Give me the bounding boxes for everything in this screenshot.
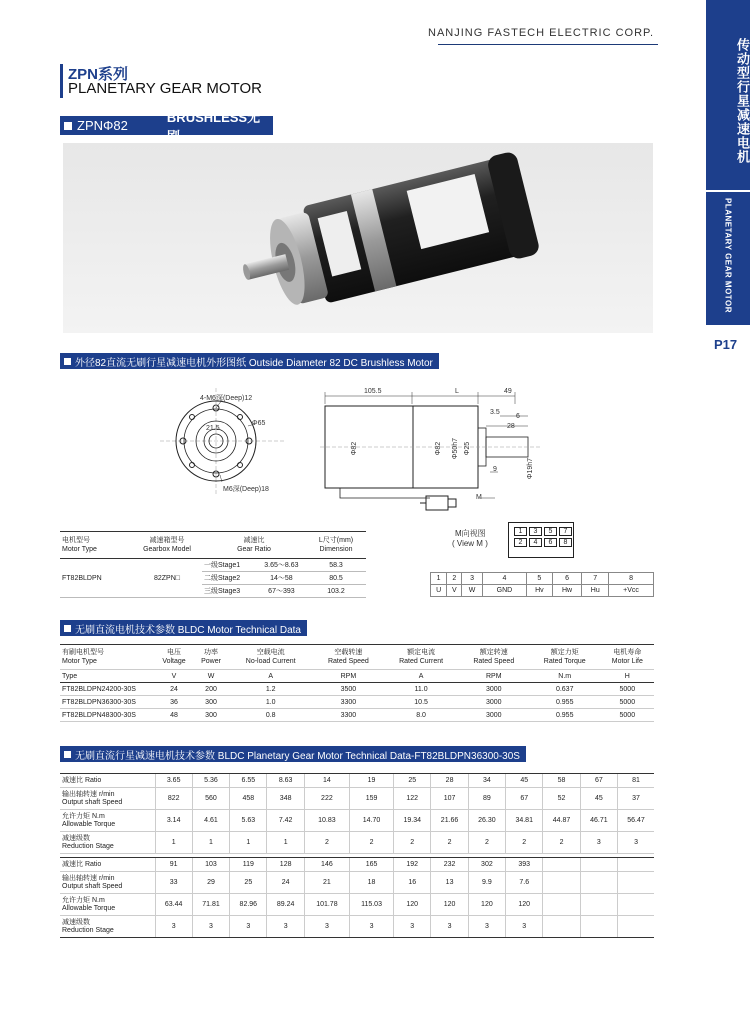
- th-cn: 功率: [204, 649, 219, 656]
- th-en: Rated Speed: [327, 658, 369, 665]
- table-cell: 8.0: [383, 709, 458, 722]
- table-cell: 26.30: [468, 810, 505, 832]
- pin-num: 1: [431, 573, 447, 585]
- table-cell: 0.955: [529, 709, 601, 722]
- table-cell: 348: [267, 788, 304, 810]
- table-cell: 58: [543, 774, 580, 788]
- sidebar-title-en: PLANETARY GEAR MOTOR: [723, 198, 733, 314]
- th-cn: 空载转速: [334, 649, 363, 656]
- table-cell: 91: [155, 858, 192, 872]
- table-cell: 3: [468, 916, 505, 938]
- table-cell: 560: [192, 788, 229, 810]
- table-cell: 21.66: [431, 810, 468, 832]
- row-label-cn: 减速级数: [62, 834, 90, 842]
- row-label-en: Reduction Stage: [62, 926, 114, 934]
- table-cell: 14: [304, 774, 349, 788]
- table-cell: 1: [267, 832, 304, 854]
- pin-num: 8: [609, 573, 654, 585]
- ratio-cell: 3.65～8.63: [257, 559, 306, 572]
- gear-data-row: [60, 894, 654, 916]
- table-cell: 67: [506, 788, 543, 810]
- row-label-cn: 减速级数: [62, 918, 90, 926]
- table-cell: 3: [506, 916, 543, 938]
- table-cell: [543, 858, 580, 872]
- gear-data-row: [60, 832, 654, 854]
- motor-row: [60, 709, 654, 722]
- table-cell: 103: [192, 858, 229, 872]
- model-name: ZPNΦ82: [77, 118, 128, 133]
- row-label-en: Reduction Stage: [62, 842, 114, 850]
- table-cell: [618, 858, 654, 872]
- title-accent: [60, 64, 63, 98]
- table-cell: [543, 872, 580, 894]
- table-cell: 3.14: [155, 810, 192, 832]
- pin-signal: Hv: [527, 585, 553, 597]
- pin-cell: 8: [559, 538, 572, 547]
- connector-drawing: [420, 490, 465, 520]
- table-cell: 48: [154, 709, 194, 722]
- table-cell: [543, 916, 580, 938]
- series-title-cn: ZPN系列: [68, 66, 129, 83]
- table-cell: 3: [230, 916, 267, 938]
- motor-type-cell: FT82BLDPN: [60, 559, 132, 598]
- square-icon: [64, 625, 71, 632]
- dim-28: 28: [507, 423, 515, 430]
- pin-num: 2: [447, 573, 462, 585]
- th-cn: 有刷电机型号: [62, 649, 104, 656]
- length-cell: 103.2: [306, 585, 366, 598]
- motor-rows: [60, 683, 654, 722]
- table-cell: [580, 894, 617, 916]
- table-cell: [580, 916, 617, 938]
- motor-type: BRUSHLESS无刷: [166, 109, 261, 144]
- table-cell: 2: [506, 832, 543, 854]
- table-cell: 33: [155, 872, 192, 894]
- table-cell: 1: [155, 832, 192, 854]
- table-cell: 3.65: [155, 774, 192, 788]
- table-cell: 0.8: [228, 709, 313, 722]
- table-cell: [580, 858, 617, 872]
- th-cn: L尺寸(mm): [318, 537, 354, 544]
- table-cell: 25: [394, 774, 431, 788]
- ratio-cell: 14～58: [257, 572, 306, 585]
- company-name: NANJING FASTECH ELECTRIC CORP.: [428, 27, 654, 39]
- gear-data-row: [60, 788, 654, 810]
- table-cell: 1: [192, 832, 229, 854]
- table-cell: 101.78: [304, 894, 349, 916]
- section-title: 无刷直流行星减速电机技术参数 BLDC Planetary Gear Motor Technical Data-FT82BLDPN36300-30S: [75, 750, 520, 762]
- table-cell: [580, 872, 617, 894]
- table-cell: 25: [230, 872, 267, 894]
- stage-cell: 三级Stage3: [202, 585, 257, 598]
- table-cell: 822: [155, 788, 192, 810]
- dim-phi50: Φ50h7: [452, 437, 460, 460]
- table-cell: 67: [580, 774, 617, 788]
- table-cell: 232: [431, 858, 468, 872]
- table-cell: 52: [543, 788, 580, 810]
- th-cn: 电机寿命: [613, 649, 642, 656]
- pin-signal: GND: [482, 585, 526, 597]
- row-label-cn: 输出轴转速 r/min: [62, 874, 115, 882]
- table-cell: 302: [468, 858, 505, 872]
- motor-row: [60, 683, 654, 696]
- square-icon: [64, 122, 72, 130]
- th-en: Motor Type: [62, 658, 97, 665]
- th-cn: 电压: [167, 649, 181, 656]
- row-label: [60, 774, 155, 788]
- dim-49: 49: [504, 388, 512, 395]
- pin-signal: Hu: [582, 585, 609, 597]
- pin-signal: W: [462, 585, 482, 597]
- table-cell: FT82BLDPN24200-30S: [60, 683, 154, 696]
- table-cell: 24: [267, 872, 304, 894]
- table-cell: 146: [304, 858, 349, 872]
- row-label: [60, 894, 155, 916]
- dim-105-5: 105.5: [364, 388, 382, 395]
- table-cell: 21: [304, 872, 349, 894]
- table-cell: 200: [194, 683, 228, 696]
- pin-cell: 4: [529, 538, 542, 547]
- series-title-en: PLANETARY GEAR MOTOR: [68, 80, 262, 97]
- table-cell: 3300: [313, 696, 383, 709]
- table-cell: 14.70: [349, 810, 393, 832]
- stage-cell: 二级Stage2: [202, 572, 257, 585]
- pin-cell: 2: [514, 538, 527, 547]
- dim-M: M: [476, 494, 482, 501]
- row-label-en: Allowable Torque: [62, 820, 116, 828]
- table-cell: 46.71: [580, 810, 617, 832]
- table-cell: 10.5: [383, 696, 458, 709]
- table-cell: 3: [394, 916, 431, 938]
- table-cell: 28: [431, 774, 468, 788]
- table-cell: 3: [618, 832, 654, 854]
- table-cell: 3300: [313, 709, 383, 722]
- table-cell: 2: [394, 832, 431, 854]
- table-cell: 3: [349, 916, 393, 938]
- table-cell: 56.47: [618, 810, 654, 832]
- pin-signal-table: [430, 572, 654, 597]
- th-en: Dimension: [319, 546, 353, 553]
- row-label-cn: 减速比 Ratio: [62, 860, 102, 868]
- product-photo: [63, 143, 653, 333]
- th-cn: 额定力矩: [550, 649, 579, 656]
- pin-num: 6: [552, 573, 582, 585]
- dim-phi65: Φ65: [252, 420, 266, 427]
- table-cell: 4.61: [192, 810, 229, 832]
- pin-num: 5: [527, 573, 553, 585]
- sidebar-divider: [706, 190, 750, 192]
- table-cell: 120: [431, 894, 468, 916]
- table-cell: 165: [349, 858, 393, 872]
- unit-cell: A: [383, 670, 458, 683]
- table-cell: 3000: [459, 709, 529, 722]
- table-cell: 63.44: [155, 894, 192, 916]
- dim-phi82-motor: Φ82: [351, 441, 359, 456]
- table-cell: 11.0: [383, 683, 458, 696]
- table-cell: 71.81: [192, 894, 229, 916]
- sidebar-title-cn: 传动型行星减速电机: [735, 38, 750, 164]
- table-cell: FT82BLDPN48300-30S: [60, 709, 154, 722]
- pin-num: 4: [482, 573, 526, 585]
- dim-phi25: Φ25: [464, 441, 472, 456]
- table-cell: 8.63: [267, 774, 304, 788]
- table-cell: 3: [192, 916, 229, 938]
- table-cell: 5000: [601, 709, 654, 722]
- gear-data-row: [60, 858, 654, 872]
- table-cell: 120: [468, 894, 505, 916]
- table-cell: 13: [431, 872, 468, 894]
- model-bar: [60, 109, 273, 144]
- square-icon: [64, 751, 71, 758]
- th-en: Voltage: [162, 658, 186, 665]
- row-label-cn: 允许力矩 N.m: [62, 896, 105, 904]
- table-cell: 24: [154, 683, 194, 696]
- table-cell: 2: [304, 832, 349, 854]
- th-cn: 空载电流: [256, 649, 285, 656]
- table-cell: 3: [155, 916, 192, 938]
- table-cell: 6.55: [230, 774, 267, 788]
- table-cell: 5.63: [230, 810, 267, 832]
- table-cell: 0.637: [529, 683, 601, 696]
- th-en: Gear Ratio: [237, 546, 271, 553]
- table-cell: 1.2: [228, 683, 313, 696]
- table-cell: 3: [267, 916, 304, 938]
- ratio-cell: 67～393: [257, 585, 306, 598]
- table-cell: 89.24: [267, 894, 304, 916]
- table-cell: 222: [304, 788, 349, 810]
- table-cell: 37: [618, 788, 654, 810]
- table-cell: 89: [468, 788, 505, 810]
- dim-L: L: [455, 388, 459, 395]
- table-cell: 3000: [459, 696, 529, 709]
- table-cell: 120: [506, 894, 543, 916]
- table-cell: 34: [468, 774, 505, 788]
- length-cell: 80.5: [306, 572, 366, 585]
- unit-cell: H: [601, 670, 654, 683]
- th-cn: 电机型号: [62, 537, 90, 544]
- section-motor-data: [60, 620, 307, 636]
- table-cell: 2: [468, 832, 505, 854]
- table-cell: 119: [230, 858, 267, 872]
- table-cell: 45: [506, 774, 543, 788]
- unit-cell: V: [154, 670, 194, 683]
- table-cell: 107: [431, 788, 468, 810]
- section-title: 外径82直流无刷行星减速电机外形图纸 Outside Diameter 82 DC Brushless Motor: [75, 357, 433, 369]
- table-cell: 36: [154, 696, 194, 709]
- section-gear-data: [60, 746, 526, 762]
- table-cell: 3500: [313, 683, 383, 696]
- gear-motor-illustration: [63, 143, 653, 333]
- table-cell: 5000: [601, 696, 654, 709]
- gearbox-cell: 82ZPN□: [132, 559, 202, 598]
- table-cell: 3: [304, 916, 349, 938]
- row-label: [60, 916, 155, 938]
- gear-data-row: [60, 774, 654, 788]
- th-cn: 减速比: [243, 537, 265, 544]
- square-icon: [64, 358, 71, 365]
- row-label: [60, 858, 155, 872]
- table-cell: 300: [194, 696, 228, 709]
- table-cell: 2: [543, 832, 580, 854]
- th-cn: 减速箱型号: [149, 537, 185, 544]
- section-title: 无刷直流电机技术参数 BLDC Motor Technical Data: [75, 624, 301, 636]
- th-cn: 额定电流: [407, 649, 436, 656]
- table-cell: 120: [394, 894, 431, 916]
- table-cell: 9.9: [468, 872, 505, 894]
- table-cell: 2: [431, 832, 468, 854]
- table-cell: 1: [230, 832, 267, 854]
- motor-data-table: [60, 644, 654, 722]
- table-cell: 115.03: [349, 894, 393, 916]
- row-label: [60, 810, 155, 832]
- table-cell: 18: [349, 872, 393, 894]
- table-cell: 81: [618, 774, 654, 788]
- table-cell: 5.36: [192, 774, 229, 788]
- table-cell: [618, 872, 654, 894]
- table-cell: 44.87: [543, 810, 580, 832]
- table-cell: 159: [349, 788, 393, 810]
- pin-cell: 3: [529, 527, 542, 536]
- dim-phi82-gear: Φ82: [435, 441, 443, 456]
- unit-cell: RPM: [313, 670, 383, 683]
- row-label-cn: 允许力矩 N.m: [62, 812, 105, 820]
- table-cell: 2: [349, 832, 393, 854]
- pin-num: 3: [462, 573, 482, 585]
- table-cell: 192: [394, 858, 431, 872]
- table-cell: 128: [267, 858, 304, 872]
- length-cell: 58.3: [306, 559, 366, 572]
- table-cell: 3: [580, 832, 617, 854]
- gear-data-row: [60, 810, 654, 832]
- th-en: Rated Speed: [473, 658, 515, 665]
- table-cell: 29: [192, 872, 229, 894]
- pin-view: [508, 522, 574, 558]
- dim-6: 6: [516, 413, 520, 420]
- dim-3-5: 3.5: [490, 409, 500, 416]
- th-en: Motor Type: [62, 546, 97, 553]
- pin-cell: 6: [544, 538, 557, 547]
- pin-cell: 7: [559, 527, 572, 536]
- unit-cell: Type: [60, 670, 154, 683]
- th-en: Gearbox Model: [143, 546, 191, 553]
- row-label-cn: 减速比 Ratio: [62, 776, 102, 784]
- gear-ratio-table: [60, 531, 366, 598]
- view-m-subtitle: ( View M ): [452, 539, 488, 548]
- row-label-en: Output shaft Speed: [62, 798, 123, 806]
- gear-data-row: [60, 916, 654, 938]
- table-cell: 122: [394, 788, 431, 810]
- table-cell: 3000: [459, 683, 529, 696]
- table-cell: 300: [194, 709, 228, 722]
- table-cell: 19.34: [394, 810, 431, 832]
- table-cell: 458: [230, 788, 267, 810]
- table-cell: FT82BLDPN36300-30S: [60, 696, 154, 709]
- dim-9: 9: [493, 466, 497, 473]
- pin-cell: 5: [544, 527, 557, 536]
- pin-signal: U: [431, 585, 447, 597]
- gear-data-row: [60, 872, 654, 894]
- dim-phi19: Φ19h7: [527, 457, 535, 480]
- unit-cell: W: [194, 670, 228, 683]
- row-label: [60, 872, 155, 894]
- pin-signal: V: [447, 585, 462, 597]
- page-number: P17: [714, 337, 738, 352]
- table-cell: 0.955: [529, 696, 601, 709]
- table-cell: [543, 894, 580, 916]
- dim-21-5: 21.5: [206, 425, 220, 432]
- table-cell: 16: [394, 872, 431, 894]
- table-cell: 1.0: [228, 696, 313, 709]
- table-cell: 5000: [601, 683, 654, 696]
- section-outline-drawing: [60, 353, 439, 369]
- unit-cell: N.m: [529, 670, 601, 683]
- unit-cell: A: [228, 670, 313, 683]
- row-label-cn: 输出轴转速 r/min: [62, 790, 115, 798]
- table-cell: 7.6: [506, 872, 543, 894]
- view-m-title: M向视图: [455, 529, 486, 538]
- header-rule: [438, 44, 658, 45]
- table-cell: 10.83: [304, 810, 349, 832]
- pin-num: 7: [582, 573, 609, 585]
- table-cell: 82.96: [230, 894, 267, 916]
- table-cell: [618, 916, 654, 938]
- row-label-en: Allowable Torque: [62, 904, 116, 912]
- pin-signal: Hw: [552, 585, 582, 597]
- pin-signal: +Vcc: [609, 585, 654, 597]
- table-cell: 3: [431, 916, 468, 938]
- motor-row: [60, 696, 654, 709]
- dim-m6-deep18: M6深(Deep)18: [223, 486, 269, 493]
- row-label-en: Output shaft Speed: [62, 882, 123, 890]
- th-en: Rated Current: [399, 658, 444, 665]
- th-en: Rated Torque: [543, 658, 586, 665]
- table-cell: 19: [349, 774, 393, 788]
- stage-cell: 一级Stage1: [202, 559, 257, 572]
- pin-cell: 1: [514, 527, 527, 536]
- unit-cell: RPM: [459, 670, 529, 683]
- th-en: Power: [201, 658, 221, 665]
- th-en: Motor Life: [611, 658, 643, 665]
- th-en: No-load Current: [245, 658, 296, 665]
- table-cell: 45: [580, 788, 617, 810]
- table-cell: 393: [506, 858, 543, 872]
- dim-m6-deep12: 4-M6深(Deep)12: [200, 395, 253, 402]
- th-cn: 额定转速: [479, 649, 508, 656]
- table-cell: 34.81: [506, 810, 543, 832]
- table-cell: 7.42: [267, 810, 304, 832]
- row-label: [60, 832, 155, 854]
- gear-data-table: [60, 773, 654, 938]
- row-label: [60, 788, 155, 810]
- table-cell: [618, 894, 654, 916]
